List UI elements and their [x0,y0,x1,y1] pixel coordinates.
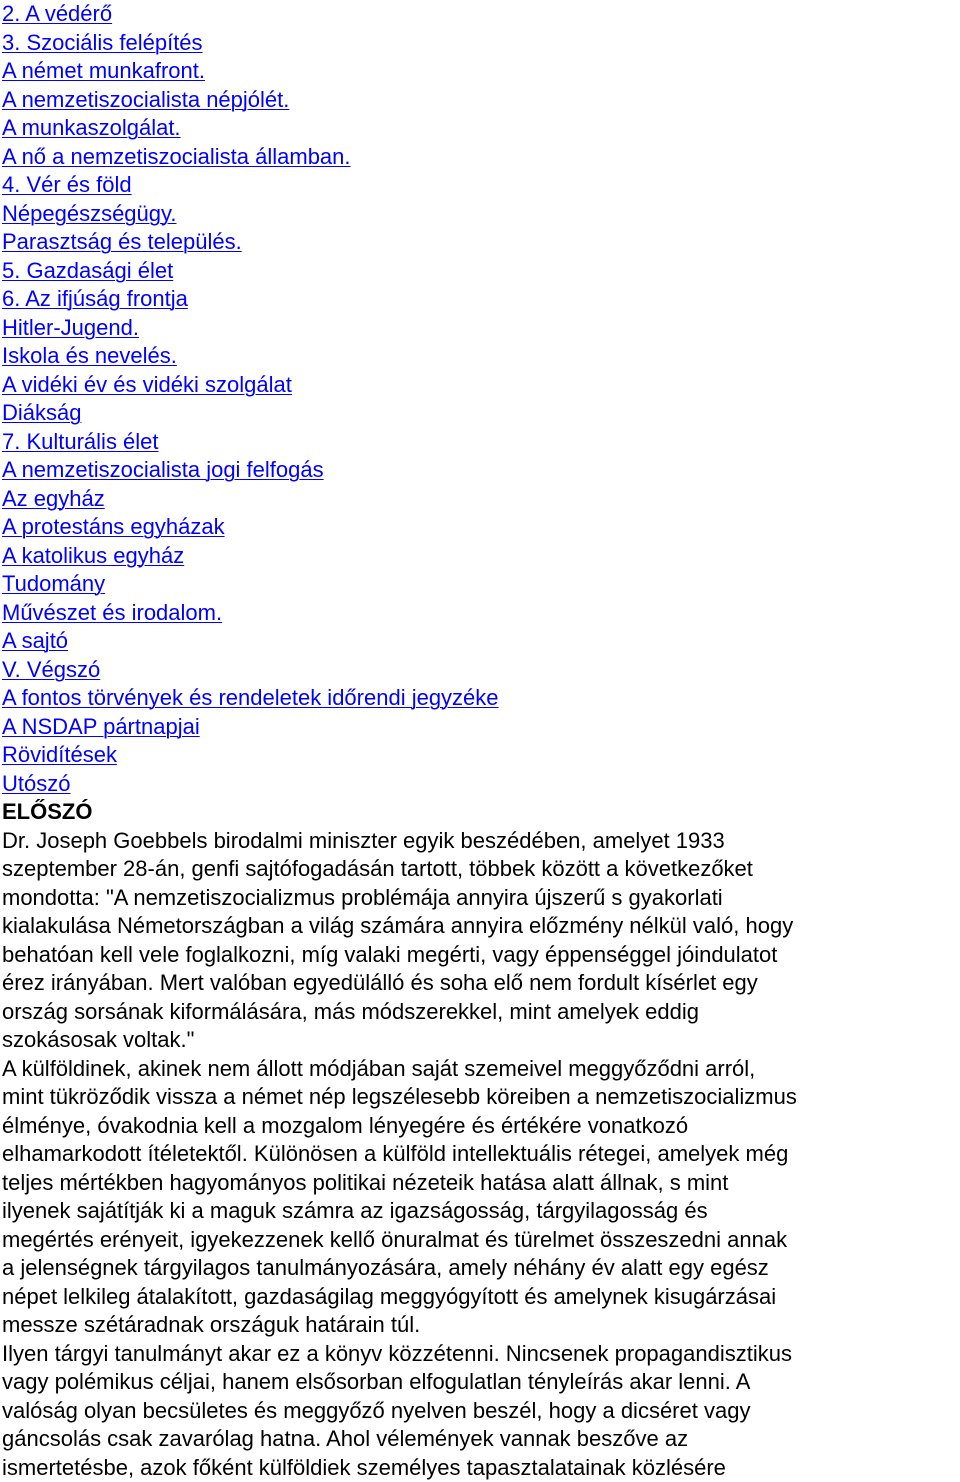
paragraph-line: ismertetésbe, azok főként külföldiek személyes tapasztalatainak közlésére [2,1454,958,1482]
paragraph-line: Ilyen tárgyi tanulmányt akar ez a könyv közzétenni. Nincsenek propagandisztikus [2,1340,958,1369]
toc-link[interactable]: Utószó [2,771,70,796]
toc-item [2,428,958,457]
toc-item [2,0,958,29]
preface-paragraph [2,827,958,1055]
toc-item [2,485,958,514]
paragraph-line: élménye, óvakodnia kell a mozgalom lényegére és értékére vonatkozó [2,1112,958,1141]
preface-body [2,827,958,1482]
toc-link[interactable]: A NSDAP pártnapjai [2,714,200,739]
paragraph-line: érez irányában. Mert valóban egyedülálló és soha elő nem fordult kísérlet egy [2,969,958,998]
toc-item [2,399,958,428]
toc-item [2,200,958,229]
paragraph-line: Dr. Joseph Goebbels birodalmi miniszter egyik beszédében, amelyet 1933 [2,827,958,856]
toc-item [2,627,958,656]
toc-item [2,114,958,143]
toc-link[interactable]: 3. Szociális felépítés [2,30,203,55]
paragraph-line: teljes mértékben hagyományos politikai nézeteik hatása alatt állnak, s mint [2,1169,958,1198]
toc-item [2,513,958,542]
paragraph-line: népet lelkileg átalakított, gazdaságilag meggyógyított és amelynek kisugárzásai [2,1283,958,1312]
toc-item [2,228,958,257]
toc-link[interactable]: A sajtó [2,628,68,653]
toc-link[interactable]: Parasztság és település. [2,229,242,254]
toc-link[interactable]: 2. A védérő [2,1,112,26]
paragraph-line: mondotta: "A nemzetiszocializmus problémája annyira újszerű s gyakorlati [2,884,958,913]
paragraph-line: szeptember 28-án, genfi sajtófogadásán tartott, többek között a következőket [2,855,958,884]
paragraph-line: messze szétáradnak országuk határain túl. [2,1311,958,1340]
toc-link[interactable]: A katolikus egyház [2,543,184,568]
toc-link[interactable]: A fontos törvények és rendeletek időrendi jegyzéke [2,685,499,710]
paragraph-line: gáncsolás csak zavarólag hatna. Ahol vélemények vannak beszőve az [2,1425,958,1454]
toc-link[interactable]: A nemzetiszocialista jogi felfogás [2,457,324,482]
toc-link[interactable]: Tudomány [2,571,105,596]
toc-item [2,599,958,628]
toc-link[interactable]: 5. Gazdasági élet [2,258,173,283]
toc-item [2,86,958,115]
toc-item [2,656,958,685]
toc-item [2,741,958,770]
preface-paragraph [2,1340,958,1482]
preface-paragraph [2,1055,958,1340]
toc-item [2,342,958,371]
toc-link[interactable]: Népegészségügy. [2,201,177,226]
toc-link[interactable]: Iskola és nevelés. [2,343,177,368]
toc-item [2,684,958,713]
toc-item [2,371,958,400]
toc-link[interactable]: A nemzetiszocialista népjólét. [2,87,289,112]
toc-link[interactable]: Hitler-Jugend. [2,315,139,340]
toc-link[interactable]: Művészet és irodalom. [2,600,222,625]
toc-link[interactable]: A munkaszolgálat. [2,115,181,140]
toc-link[interactable]: 4. Vér és föld [2,172,132,197]
toc-link[interactable]: V. Végszó [2,657,100,682]
toc-item [2,456,958,485]
toc-item [2,570,958,599]
toc-link[interactable]: 6. Az ifjúság frontja [2,286,188,311]
document-page [2,0,958,1482]
paragraph-line: kialakulása Németországban a világ számára annyira előzmény nélkül való, hogy [2,912,958,941]
paragraph-line: mint tükröződik vissza a német nép legszélesebb köreiben a nemzetiszocializmus [2,1083,958,1112]
toc-link[interactable]: 7. Kulturális élet [2,429,159,454]
table-of-contents [2,0,958,798]
toc-link[interactable]: A vidéki év és vidéki szolgálat [2,372,292,397]
paragraph-line: ország sorsának kiformálására, más módszerekkel, mint amelyek eddig [2,998,958,1027]
paragraph-line: A külföldinek, akinek nem állott módjában saját szemeivel meggyőződni arról, [2,1055,958,1084]
toc-item [2,257,958,286]
toc-link[interactable]: A német munkafront. [2,58,205,83]
toc-item [2,285,958,314]
paragraph-line: ilyenek sajátítják ki a maguk számra az igazságosság, tárgyilagosság és [2,1197,958,1226]
paragraph-line: a jelenségnek tárgyilagos tanulmányozására, amely néhány év alatt egy egész [2,1254,958,1283]
toc-item [2,770,958,799]
paragraph-line: szokásosak voltak." [2,1026,958,1055]
toc-link[interactable]: Diákság [2,400,81,425]
paragraph-line: vagy polémikus céljai, hanem elsősorban elfogulatlan tényleírás akar lenni. A [2,1368,958,1397]
toc-link[interactable]: A nő a nemzetiszocialista államban. [2,144,351,169]
paragraph-line: behatóan kell vele foglalkozni, míg valaki megérti, vagy éppenséggel jóindulatot [2,941,958,970]
toc-item [2,171,958,200]
toc-link[interactable]: Az egyház [2,486,105,511]
toc-item [2,143,958,172]
toc-link[interactable]: Rövidítések [2,742,117,767]
toc-item [2,29,958,58]
toc-item [2,314,958,343]
toc-item [2,57,958,86]
preface-heading: ELŐSZÓ [2,798,958,827]
paragraph-line: elhamarkodott ítéletektől. Különösen a külföld intellektuális rétegei, amelyek még [2,1140,958,1169]
paragraph-line: valóság olyan becsületes és meggyőző nyelven beszél, hogy a dicséret vagy [2,1397,958,1426]
toc-link[interactable]: A protestáns egyházak [2,514,225,539]
toc-item [2,713,958,742]
toc-item [2,542,958,571]
paragraph-line: megértés erényeit, igyekezzenek kellő önuralmat és türelmet összeszedni annak [2,1226,958,1255]
